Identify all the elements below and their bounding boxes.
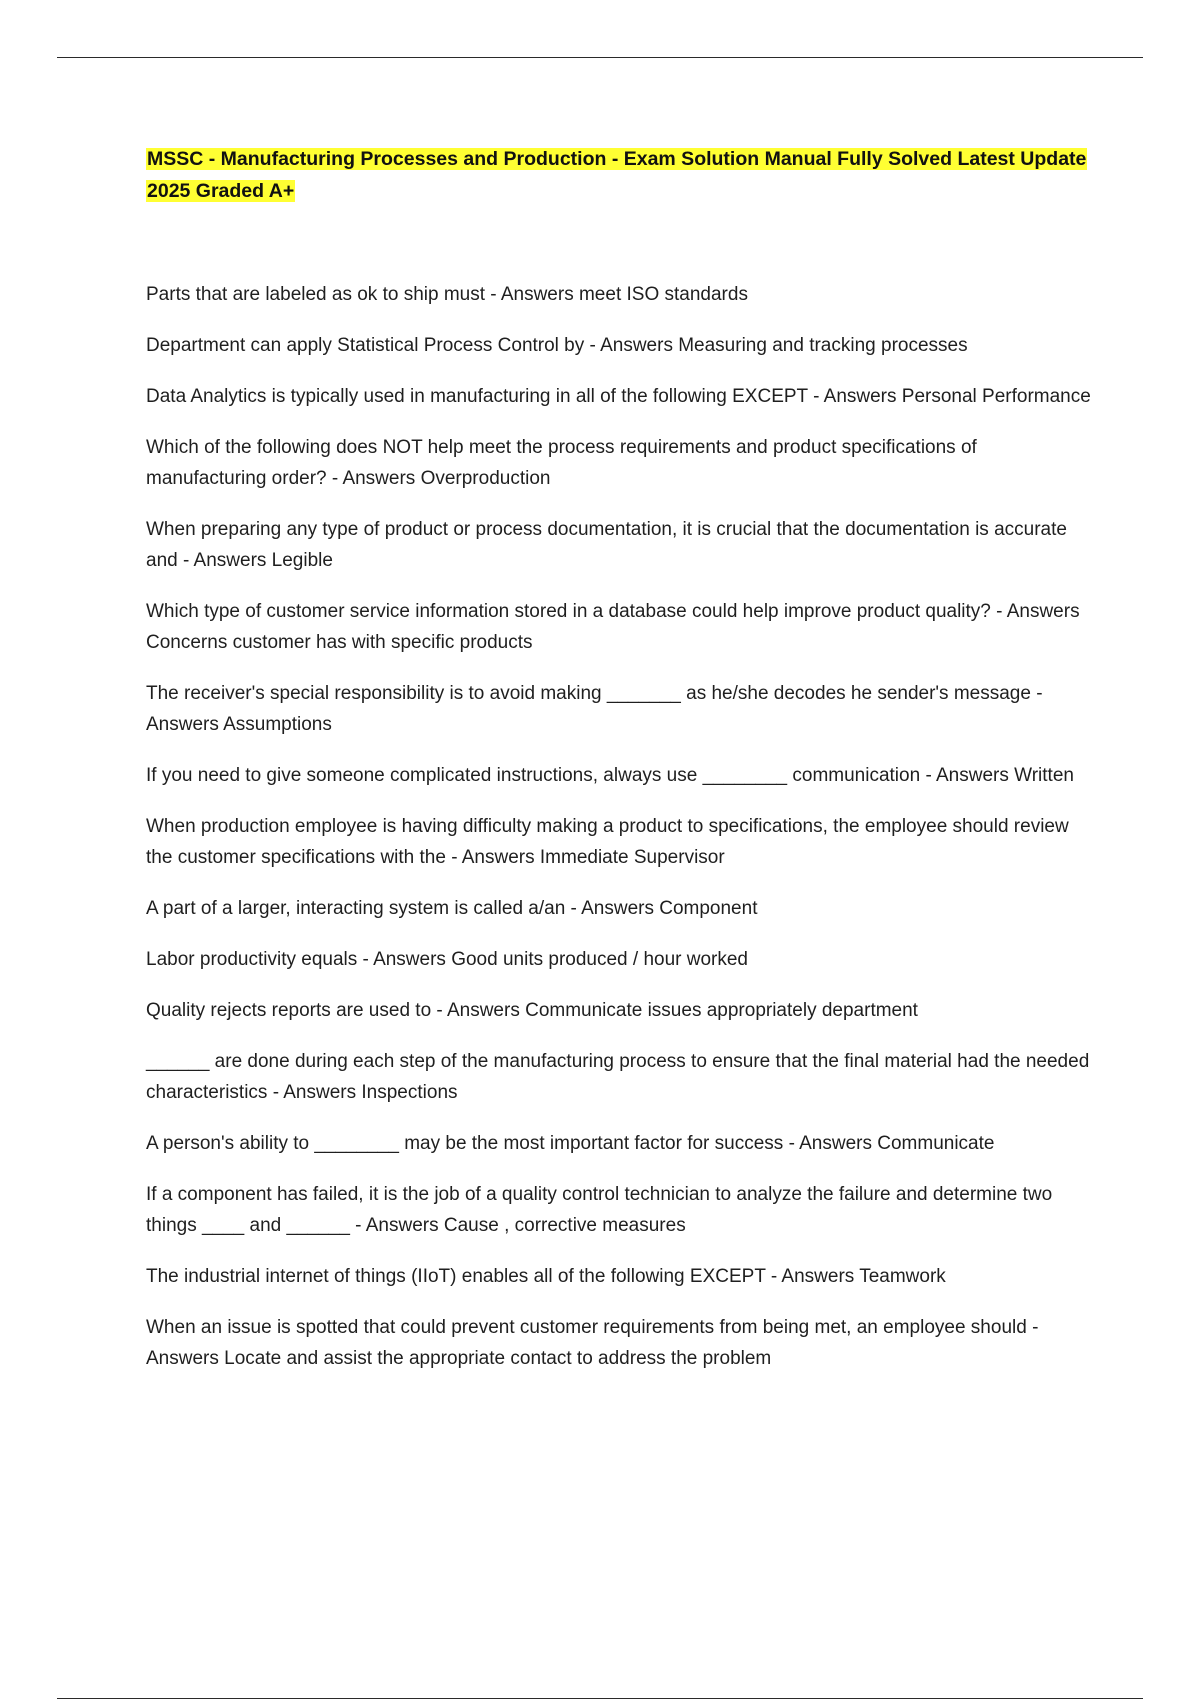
qa-item: A person's ability to ________ may be the most important factor for success - Answers Communicate [146, 1133, 995, 1154]
qa-item: Quality rejects reports are used to - Answers Communicate issues appropriately department [146, 1000, 918, 1021]
qa-list [146, 279, 1096, 1374]
page-top-rule [57, 57, 1143, 58]
qa-item: The industrial internet of things (IIoT) enables all of the following EXCEPT - Answers Teamwork [146, 1266, 946, 1287]
qa-item: Which type of customer service information stored in a database could help improve product quality? - Answers Concerns customer has with specific products [146, 601, 1080, 653]
qa-item: A part of a larger, interacting system is called a/an - Answers Component [146, 898, 758, 919]
qa-item: When an issue is spotted that could prevent customer requirements from being met, an employee should - Answers Locate and assist the appropriate contact to address the problem [146, 1317, 1039, 1369]
qa-item: If you need to give someone complicated instructions, always use ________ communication - Answers Written [146, 765, 1074, 786]
qa-item: When preparing any type of product or process documentation, it is crucial that the documentation is accurate and - Answers Legible [146, 519, 1067, 571]
qa-item: ______ are done during each step of the manufacturing process to ensure that the final material had the needed characteristics - Answers Inspections [146, 1051, 1090, 1103]
qa-item: Labor productivity equals - Answers Good units produced / hour worked [146, 949, 748, 970]
document-title [146, 143, 1096, 207]
qa-item: Which of the following does NOT help meet the process requirements and product specifications of manufacturing order? - Answers Overproduction [146, 437, 977, 489]
qa-item: When production employee is having difficulty making a product to specifications, the employee should review the customer specifications with the - Answers Immediate Supervisor [146, 816, 1069, 868]
qa-item: Parts that are labeled as ok to ship must - Answers meet ISO standards [146, 284, 748, 305]
document-title-text: MSSC - Manufacturing Processes and Production - Exam Solution Manual Fully Solved Latest Update 2025 Graded A+ [147, 148, 1087, 202]
page-bottom-rule [57, 1698, 1143, 1699]
qa-item: If a component has failed, it is the job of a quality control technician to analyze the failure and determine two things ____ and ______ - Answers Cause , corrective measures [146, 1184, 1053, 1236]
document-body [146, 143, 1096, 1394]
qa-item: Data Analytics is typically used in manufacturing in all of the following EXCEPT - Answers Personal Performance [146, 386, 1091, 407]
qa-item: The receiver's special responsibility is to avoid making _______ as he/she decodes he sender's message - Answers Assumptions [146, 683, 1043, 735]
qa-item: Department can apply Statistical Process Control by - Answers Measuring and tracking processes [146, 335, 968, 356]
